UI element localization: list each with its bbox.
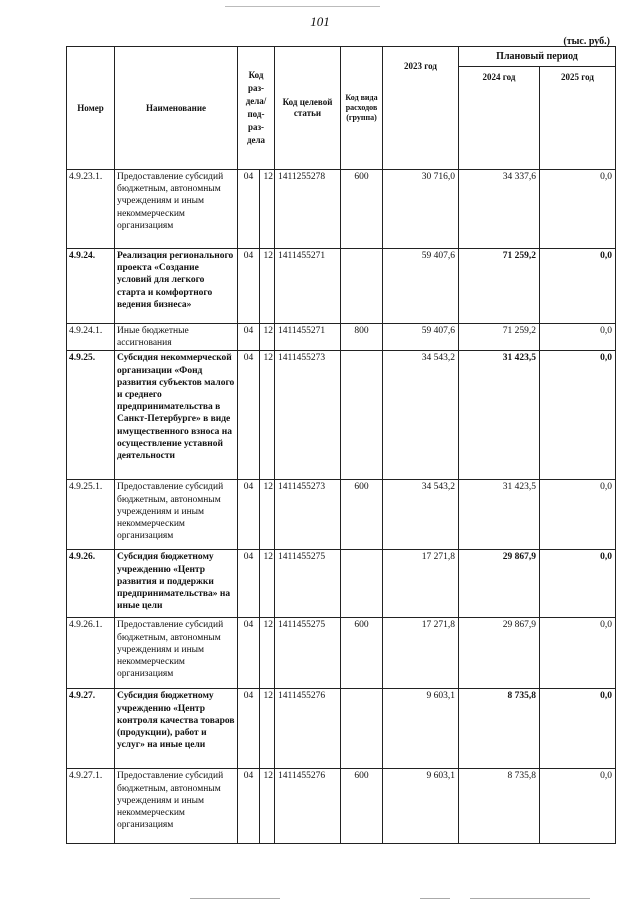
row-name: Предоставление субсидий бюджетным, автономным учреждениям и иным некоммерческим организациям (115, 170, 238, 249)
row-podrazdel: 12 (260, 170, 275, 249)
row-razdel: 04 (238, 550, 260, 618)
row-2025: 0,0 (540, 351, 616, 480)
row-razdel: 04 (238, 769, 260, 844)
row-podrazdel: 12 (260, 324, 275, 351)
header-2023: 2023 год (383, 47, 459, 170)
row-name: Субсидия бюджетному учреждению «Центр развития и поддержки предпринимательства» на иные цели (115, 550, 238, 618)
row-2025: 0,0 (540, 689, 616, 769)
table-row (67, 249, 616, 324)
table-body (67, 170, 616, 844)
row-vid (341, 249, 383, 324)
table-row (67, 550, 616, 618)
header-nomer: Номер (67, 47, 115, 170)
row-razdel: 04 (238, 249, 260, 324)
header-razdel: Код раз-дела/ под-раз-дела (238, 47, 275, 170)
header-2024: 2024 год (459, 67, 540, 170)
row-podrazdel: 12 (260, 249, 275, 324)
row-name: Субсидия некоммерческой организации «Фонд развития субъектов малого и среднего предпринимательства в Санкт-Петербурге» в виде имущественного взноса на осуществление уставной деятельности (115, 351, 238, 480)
row-vid: 600 (341, 769, 383, 844)
row-celevaya: 1411455275 (275, 550, 341, 618)
row-2023: 30 716,0 (383, 170, 459, 249)
row-celevaya: 1411255278 (275, 170, 341, 249)
row-2023: 34 543,2 (383, 480, 459, 550)
row-name: Реализация регионального проекта «Создание условий для легкого старта и комфортного ведения бизнеса» (115, 249, 238, 324)
table-row (67, 351, 616, 480)
row-2025: 0,0 (540, 480, 616, 550)
page-number: 101 (310, 14, 330, 29)
row-2024: 71 259,2 (459, 324, 540, 351)
row-podrazdel: 12 (260, 351, 275, 480)
row-vid (341, 550, 383, 618)
row-celevaya: 1411455273 (275, 480, 341, 550)
row-2023: 59 407,6 (383, 249, 459, 324)
table-row (67, 769, 616, 844)
row-podrazdel: 12 (260, 689, 275, 769)
row-2024: 8 735,8 (459, 689, 540, 769)
row-name: Предоставление субсидий бюджетным, автономным учреждениям и иным некоммерческим организациям (115, 618, 238, 689)
row-razdel: 04 (238, 689, 260, 769)
row-vid (341, 689, 383, 769)
row-2024: 29 867,9 (459, 618, 540, 689)
row-number: 4.9.24. (67, 249, 115, 324)
row-podrazdel: 12 (260, 480, 275, 550)
row-razdel: 04 (238, 351, 260, 480)
header-plan: Плановый период (459, 47, 616, 67)
row-razdel: 04 (238, 170, 260, 249)
row-celevaya: 1411455276 (275, 689, 341, 769)
row-name: Предоставление субсидий бюджетным, автономным учреждениям и иным некоммерческим организациям (115, 769, 238, 844)
row-2025: 0,0 (540, 324, 616, 351)
row-2025: 0,0 (540, 618, 616, 689)
row-2024: 8 735,8 (459, 769, 540, 844)
row-number: 4.9.23.1. (67, 170, 115, 249)
row-vid: 600 (341, 618, 383, 689)
row-vid: 800 (341, 324, 383, 351)
header-name: Наименование (115, 47, 238, 170)
row-podrazdel: 12 (260, 618, 275, 689)
row-celevaya: 1411455275 (275, 618, 341, 689)
row-podrazdel: 12 (260, 769, 275, 844)
table-row (67, 618, 616, 689)
row-celevaya: 1411455271 (275, 249, 341, 324)
row-2023: 17 271,8 (383, 618, 459, 689)
header-celevaya: Код целевой статьи (275, 47, 341, 170)
row-vid: 600 (341, 480, 383, 550)
row-number: 4.9.25.1. (67, 480, 115, 550)
row-number: 4.9.26. (67, 550, 115, 618)
table-row (67, 324, 616, 351)
row-2025: 0,0 (540, 769, 616, 844)
row-celevaya: 1411455271 (275, 324, 341, 351)
row-celevaya: 1411455276 (275, 769, 341, 844)
row-number: 4.9.25. (67, 351, 115, 480)
row-number: 4.9.26.1. (67, 618, 115, 689)
row-2024: 31 423,5 (459, 480, 540, 550)
row-2024: 29 867,9 (459, 550, 540, 618)
row-podrazdel: 12 (260, 550, 275, 618)
budget-table (66, 46, 616, 844)
table-row (67, 689, 616, 769)
header-2025: 2025 год (540, 67, 616, 170)
table-row (67, 170, 616, 249)
row-razdel: 04 (238, 324, 260, 351)
row-2023: 34 543,2 (383, 351, 459, 480)
row-2025: 0,0 (540, 550, 616, 618)
row-2023: 59 407,6 (383, 324, 459, 351)
row-number: 4.9.27.1. (67, 769, 115, 844)
row-celevaya: 1411455273 (275, 351, 341, 480)
units-label: (тыс. руб.) (563, 36, 610, 47)
row-2024: 71 259,2 (459, 249, 540, 324)
row-2023: 9 603,1 (383, 769, 459, 844)
row-2023: 17 271,8 (383, 550, 459, 618)
row-2023: 9 603,1 (383, 689, 459, 769)
row-razdel: 04 (238, 618, 260, 689)
row-name: Субсидия бюджетному учреждению «Центр контроля качества товаров (продукции), работ и услуг» на иные цели (115, 689, 238, 769)
row-number: 4.9.24.1. (67, 324, 115, 351)
row-vid: 600 (341, 170, 383, 249)
row-vid (341, 351, 383, 480)
row-razdel: 04 (238, 480, 260, 550)
row-2025: 0,0 (540, 170, 616, 249)
row-number: 4.9.27. (67, 689, 115, 769)
row-2024: 31 423,5 (459, 351, 540, 480)
row-name: Предоставление субсидий бюджетным, автономным учреждениям и иным некоммерческим организациям (115, 480, 238, 550)
row-name: Иные бюджетные ассигнования (115, 324, 238, 351)
header-vid: Код вида расходов (группа) (341, 47, 383, 170)
row-2025: 0,0 (540, 249, 616, 324)
top-rule (225, 6, 380, 7)
row-2024: 34 337,6 (459, 170, 540, 249)
table-row (67, 480, 616, 550)
